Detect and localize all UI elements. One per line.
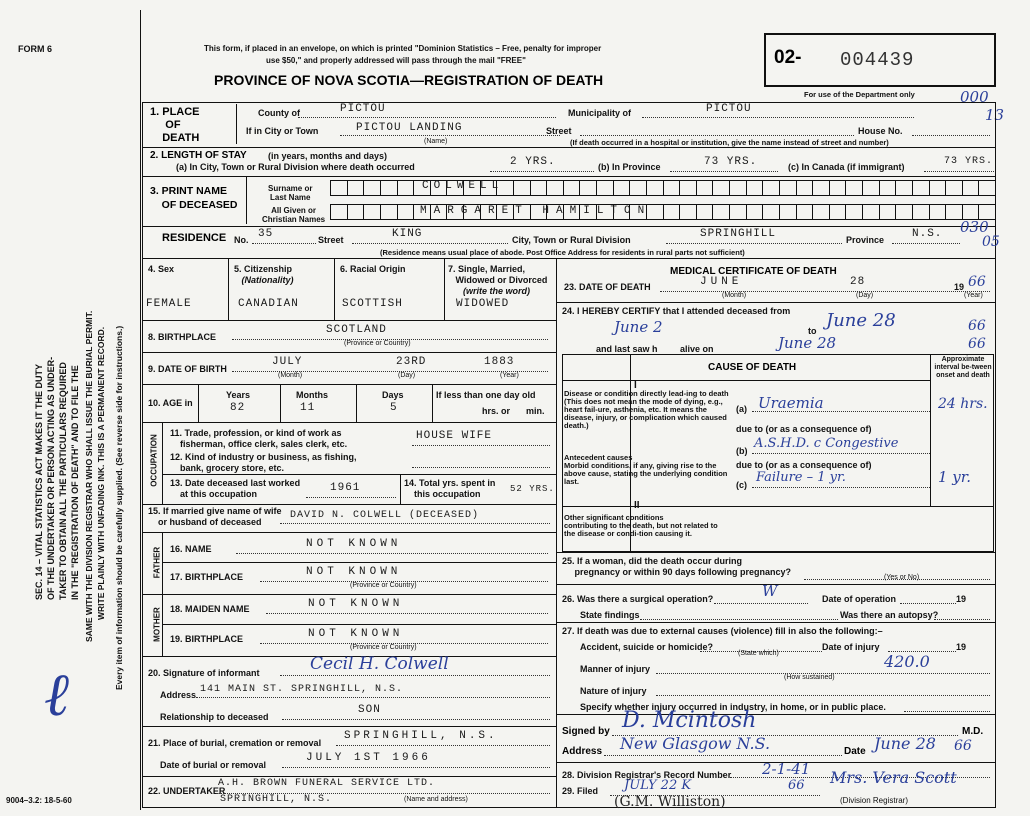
side-line-3: TAKER TO OBTAIN ALL THE PARTICULARS REQUIRED [58, 362, 68, 600]
mother-maiden-label: 18. MAIDEN NAME [170, 604, 250, 614]
death-date-label: 23. DATE OF DEATH [564, 282, 651, 292]
injury-date-label: Date of injury [822, 642, 880, 652]
age-months-label: Months [296, 390, 328, 400]
cause-b-value: A.S.H.D. c Congestive [754, 436, 899, 451]
burial-place-value: SPRINGHILL, N.S. [344, 730, 498, 742]
birthplace-value: SCOTLAND [326, 324, 387, 336]
dob-day-label: (Day) [398, 372, 416, 379]
stay-canada-label: (c) In Canada (if immigrant) [788, 162, 905, 172]
registrar-signature: Mrs. Vera Scott [830, 768, 957, 787]
burial-date-label: Date of burial or removal [160, 760, 267, 770]
lastsaw-date: June 28 [778, 334, 837, 352]
md-label: M.D. [962, 726, 984, 737]
cause-a-value: Uraemia [758, 394, 824, 412]
stay-city-label: (a) In City, Town or Rural Division where death occurred [176, 162, 415, 172]
spouse-label: 15. If married give name of wife or husband of deceased [148, 506, 282, 527]
filed-year: 66 [788, 778, 805, 793]
racial-label: 6. Racial Origin [340, 264, 406, 274]
relationship-value: SON [358, 704, 381, 716]
surname-value: COLWELL [422, 180, 504, 192]
industry-label: 12. Kind of industry or business, as fishing, bank, grocery store, etc. [170, 452, 357, 473]
last-worked-label: 13. Date deceased last worked at this occupation [170, 478, 301, 499]
medical-title: MEDICAL CERTIFICATE OF DEATH [670, 266, 837, 277]
father-birthplace-label: 17. BIRTHPLACE [170, 572, 244, 582]
residence-province-value: N.S. [912, 228, 943, 240]
form-title: PROVINCE OF NOVA SCOTIA—REGISTRATION OF DEATH [214, 72, 604, 88]
informant-address-value: 141 MAIN ST. SPRINGHILL, N.S. [200, 684, 404, 695]
state-findings-label: State findings [580, 610, 640, 620]
div-registrar-label: 28. Division Registrar's Record Number [562, 770, 732, 780]
hospital-note: (If death occurred in a hospital or institution, give the name instead of street and number) [570, 138, 889, 147]
county-value: PICTOU [340, 103, 386, 115]
racial-value: SCOTTISH [342, 298, 403, 310]
filed-label: 29. Filed [562, 786, 599, 796]
side-instructions [0, 0, 140, 816]
age-under-day-label: If less than one day old [436, 390, 536, 400]
div-registrar-value: 2-1-41 [762, 760, 811, 778]
name-sublabel: (Name) [424, 138, 448, 145]
signed-by-value: D. Mcintosh [622, 708, 757, 733]
mother-birthplace-sub: (Province or Country) [350, 644, 417, 651]
county-label: County of [258, 108, 300, 118]
undertaker-label: 22. UNDERTAKER [148, 786, 226, 796]
registrar-stamp: (G.M. Williston) [614, 794, 726, 810]
residence-province-label: Province [846, 235, 885, 245]
due-to-label-1: due to (or as a consequence of) [736, 424, 872, 434]
lastsaw-year: 66 [968, 336, 986, 352]
due-to-label-2: due to (or as a consequence of) [736, 460, 872, 470]
father-birthplace-value: NOT KNOWN [306, 566, 402, 578]
marital-label: 7. Single, Married, Widowed or Divorced (write the word) [448, 264, 548, 296]
spouse-value: DAVID N. COLWELL (DECEASED) [290, 510, 480, 521]
dob-month: JULY [272, 356, 303, 368]
residence-code-2: 05 [982, 234, 1000, 250]
print-name-label: 3. PRINT NAME OF DECEASED [150, 185, 238, 211]
age-days-label: Days [382, 390, 404, 400]
form-label: FORM 6 [18, 44, 53, 54]
specify-label: Specify whether injury occurred in industry, in home, or in public place. [580, 702, 886, 712]
stay-canada-value: 73 YRS. [944, 156, 994, 167]
filed-value: JULY 22 K [624, 778, 692, 793]
stay-province-label: (b) In Province [598, 162, 661, 172]
injury-year-blank: 19 [956, 642, 967, 652]
antecedent-label: Antecedent causes Morbid conditions, if any, giving rise to the above cause, stating the underlying condition last. [564, 453, 728, 486]
given-label: All Given or Christian Names [262, 206, 326, 224]
death-date-month: JUNE [700, 276, 743, 288]
registrar-label: (Division Registrar) [840, 796, 909, 805]
registration-number: 004439 [840, 49, 915, 71]
death-date-year: 66 [968, 274, 986, 290]
op-date-label: Date of operation [822, 594, 897, 604]
side-line-5: SAME WITH THE DIVISION REGISTRAR WHO SHALL ISSUE THE BURIAL PERMIT. [84, 310, 94, 642]
dob-label: 9. DATE OF BIRTH [148, 364, 227, 374]
envelope-note-2: use $50," and properly addressed will pass through the mail "FREE" [266, 56, 526, 65]
sex-label: 4. Sex [148, 264, 175, 274]
interval-label: Approximate interval be-tween onset and death [934, 356, 992, 379]
manner-label: Manner of injury [580, 664, 651, 674]
q26-value: W [762, 582, 778, 600]
residence-city-value: SPRINGHILL [700, 228, 777, 240]
dept-code-2: 13 [985, 106, 1005, 124]
q25-label: 25. If a woman, did the death occur during pregnancy or within 90 days following pregnancy? [562, 556, 792, 577]
side-line-4: IN THE "REGISTRATION OF DEATH" AND TO FILE THE [70, 365, 80, 600]
attend-year: 66 [968, 318, 986, 334]
informant-signature: Cecil H. Colwell [310, 654, 449, 674]
lastsaw-mid: alive on [680, 344, 714, 354]
op-year-blank: 19 [956, 594, 967, 604]
death-day-label: (Day) [856, 292, 874, 299]
physician-date-label: Date [844, 746, 866, 757]
envelope-note-1: This form, if placed in an envelope, on which is printed "Dominion Statistics – Free, penalty for improper [204, 44, 602, 53]
father-name-label: 16. NAME [170, 544, 212, 554]
dob-day: 23RD [396, 356, 427, 368]
death-date-day: 28 [850, 276, 866, 288]
attend-from-date: June 2 [614, 318, 663, 336]
residence-no-value: 35 [258, 228, 274, 240]
trade-label: 11. Trade, profession, or kind of work as fisherman, office clerk, sales clerk, etc. [170, 428, 348, 449]
citizenship-label: 5. Citizenship (Nationality) [234, 264, 294, 285]
age-days: 5 [390, 402, 398, 414]
q26-label: 26. Was there a surgical operation? [562, 594, 714, 604]
given-value: MARGARET HAMILTON [420, 205, 652, 217]
sex-value: FEMALE [146, 298, 192, 310]
house-no-label: House No. [858, 126, 903, 136]
undertaker-address: SPRINGHILL, N.S. [220, 794, 333, 805]
physician-date-value: June 28 [874, 734, 936, 753]
city-value: PICTOU LANDING [356, 122, 463, 134]
mother-side-label: MOTHER [152, 607, 162, 642]
part-ii-label: II [634, 500, 640, 511]
informant-sig-label: 20. Signature of informant [148, 668, 260, 678]
nature-label: Nature of injury [580, 686, 647, 696]
marital-value: WIDOWED [456, 298, 510, 310]
mother-maiden-value: NOT KNOWN [308, 598, 404, 610]
burial-place-label: 21. Place of burial, cremation or removal [148, 738, 322, 748]
total-years-value: 52 YRS. [510, 484, 555, 494]
father-name-value: NOT KNOWN [306, 538, 402, 550]
age-label: 10. AGE in [148, 398, 193, 408]
cause-c-interval: 1 yr. [938, 468, 972, 486]
other-conditions-label: Other significant conditions contributing to the death, but not related to the disease or condi-tion causing it. [564, 513, 718, 538]
certify-label: 24. I HEREBY CERTIFY that I attended deceased from [562, 306, 791, 316]
municipality-label: Municipality of [568, 108, 631, 118]
signed-by-label: Signed by [562, 726, 610, 737]
residence-city-label: City, Town or Rural Division [512, 235, 631, 245]
street-label: Street [546, 126, 572, 136]
side-line-1: SEC. 14 – VITAL STATISTICS ACT MAKES IT THE DUTY [34, 363, 44, 600]
how-sustained-label: (How sustained) [784, 674, 835, 681]
residence-code-1: 030 [960, 218, 989, 236]
autopsy-label: Was there an autopsy? [840, 610, 939, 620]
undertaker-sub: (Name and address) [404, 796, 468, 803]
registration-prefix: 02- [774, 47, 802, 68]
length-of-stay-label: 2. LENGTH OF STAY [150, 150, 247, 161]
age-months: 11 [300, 402, 316, 414]
dob-year-label: (Year) [500, 372, 519, 379]
direct-cause-label: Disease or condition directly lead-ing to death (This does not mean the mode of dying, e.g., heart fail-ure, asthenia, etc. It means the disease, injury, or complication which caused death.) [564, 389, 729, 430]
stay-province-value: 73 YRS. [704, 156, 758, 168]
side-line-6: WRITE PLAINLY WITH UNFADING INK. THIS IS A PERMANENT RECORD. [96, 326, 106, 620]
informant-address-label: Address [160, 690, 197, 700]
place-of-death-label: 1. PLACE OF DEATH [150, 106, 200, 144]
physician-address-label: Address [562, 746, 603, 757]
side-line-2: OF THE UNDERTAKER OR PERSON ACTING AS UNDER- [46, 356, 56, 600]
dob-year: 1883 [484, 356, 515, 368]
father-side-label: FATHER [152, 546, 162, 579]
cause-c-value: Failure – 1 yr. [756, 470, 846, 485]
death-month-label: (Month) [722, 292, 747, 299]
residence-street-value: KING [392, 228, 423, 240]
physician-address-value: New Glasgow N.S. [620, 734, 771, 753]
dept-code-1: 000 [960, 88, 989, 106]
margin-pen-mark: ℓ [44, 660, 69, 730]
death-year-label: (Year) [964, 292, 983, 299]
birthplace-label: 8. BIRTHPLACE [148, 332, 217, 342]
side-line-7: Every item of information should be carefully supplied. (See reverse side for instructions.) [114, 325, 124, 690]
q27-label: 27. If death was due to external causes (violence) fill in also the following:– [562, 626, 883, 636]
accident-label: Accident, suicide or homicide? [580, 642, 714, 652]
surname-label: Surname or Last Name [268, 184, 313, 202]
mother-birthplace-label: 19. BIRTHPLACE [170, 634, 244, 644]
occupation-side-label: OCCUPATION [149, 434, 159, 487]
trade-value: HOUSE WIFE [416, 430, 493, 442]
birthplace-sub: (Province or Country) [344, 340, 411, 347]
state-which-label: (State which) [738, 650, 779, 657]
father-birthplace-sub: (Province or Country) [350, 582, 417, 589]
last-worked-value: 1961 [330, 482, 361, 494]
burial-date-value: JULY 1ST 1966 [306, 752, 431, 764]
mother-birthplace-value: NOT KNOWN [308, 628, 404, 640]
undertaker-name: A.H. BROWN FUNERAL SERVICE LTD. [218, 778, 436, 789]
residence-label: RESIDENCE [162, 232, 227, 244]
citizenship-value: CANADIAN [238, 298, 299, 310]
attend-to-date: June 28 [826, 310, 896, 331]
age-min-label: min. [526, 406, 545, 416]
dept-use-label: For use of the Department only [804, 90, 915, 99]
physician-date-year: 66 [954, 738, 972, 754]
residence-no-label: No. [234, 235, 249, 245]
relationship-label: Relationship to deceased [160, 712, 269, 722]
cause-a-interval: 24 hrs. [938, 396, 988, 412]
age-years: 82 [230, 402, 246, 414]
residence-note: (Residence means usual place of abode. Post Office Address for residents in rural parts not sufficient) [380, 248, 745, 257]
manner-value: 420.0 [884, 652, 930, 671]
registration-number-box [764, 33, 996, 87]
city-label: If in City or Town [246, 126, 319, 136]
age-years-label: Years [226, 390, 251, 400]
length-of-stay-sub: (in years, months and days) [268, 151, 388, 161]
cause-a-label: (a) [736, 404, 747, 414]
municipality-value: PICTOU [706, 103, 752, 115]
age-hrs-label: hrs. or [482, 406, 511, 416]
death-year-prefix: 19 [954, 282, 965, 292]
part-i-label: I [634, 380, 637, 391]
attend-to-label: to [808, 326, 817, 336]
dob-month-label: (Month) [278, 372, 303, 379]
total-years-label: 14. Total yrs. spent in this occupation [404, 478, 496, 499]
lastsaw-label: and last saw h [596, 344, 658, 354]
cause-c-label: (c) [736, 480, 747, 490]
cause-b-label: (b) [736, 446, 748, 456]
q25-yes-no: (Yes or No) [884, 574, 920, 581]
stay-city-value: 2 YRS. [510, 156, 556, 168]
footer-code: 9004–3.2: 18-5-60 [6, 796, 72, 805]
cause-title: CAUSE OF DEATH [708, 362, 797, 373]
residence-street-label: Street [318, 235, 344, 245]
